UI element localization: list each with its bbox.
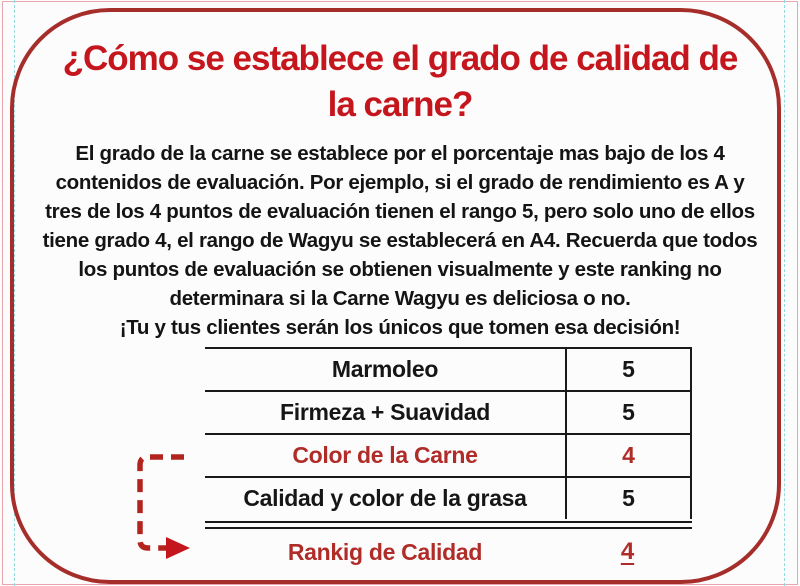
summary-label: Rankig de Calidad (287, 538, 483, 565)
right-guide-line (784, 0, 785, 586)
row-value: 4 (565, 435, 690, 476)
table-row-firmeza (205, 392, 690, 435)
body-paragraph (24, 139, 776, 342)
quality-ranking-row (205, 532, 690, 572)
row-label: Color de la Carne (292, 442, 478, 468)
row-label: Calidad y color de la grasa (243, 485, 527, 511)
body-line: determinara si la Carne Wagyu es deliciosa o no. (169, 287, 631, 310)
title-line-1: ¿Cómo se establece el grado de calidad de (62, 39, 738, 78)
page-title (18, 36, 782, 128)
table-row-color-carne (205, 435, 690, 478)
body-line: los puntos de evaluación se obtienen visualmente y este ranking no (78, 258, 722, 281)
summary-value-number: 4 (620, 538, 635, 565)
table-row-marmoleo (205, 349, 690, 392)
title-line-2: la carne? (327, 85, 473, 124)
table-row-grasa (205, 478, 690, 519)
table-double-rule (205, 521, 692, 529)
body-line: ¡Tu y tus clientes serán los únicos que tomen esa decisión! (119, 316, 681, 339)
body-line: El grado de la carne se establece por el porcentaje mas bajo de los 4 (75, 142, 725, 165)
dashed-elbow-arrow-icon (100, 420, 210, 570)
row-value: 5 (565, 349, 690, 390)
row-value: 5 (565, 392, 690, 433)
row-value: 5 (565, 478, 690, 519)
body-line: tres de los 4 puntos de evaluación tienen el rango 5, pero solo uno de ellos (45, 200, 755, 223)
grade-table (205, 347, 692, 519)
body-line: tiene grado 4, el rango de Wagyu se establecerá en A4. Recuerda que todos (42, 229, 758, 252)
row-label: Marmoleo (331, 356, 439, 382)
row-label: Firmeza + Suavidad (280, 399, 490, 425)
body-line: contenidos de evaluación. Por ejemplo, si el grado de rendimiento es A y (55, 171, 745, 194)
summary-value (565, 532, 690, 572)
